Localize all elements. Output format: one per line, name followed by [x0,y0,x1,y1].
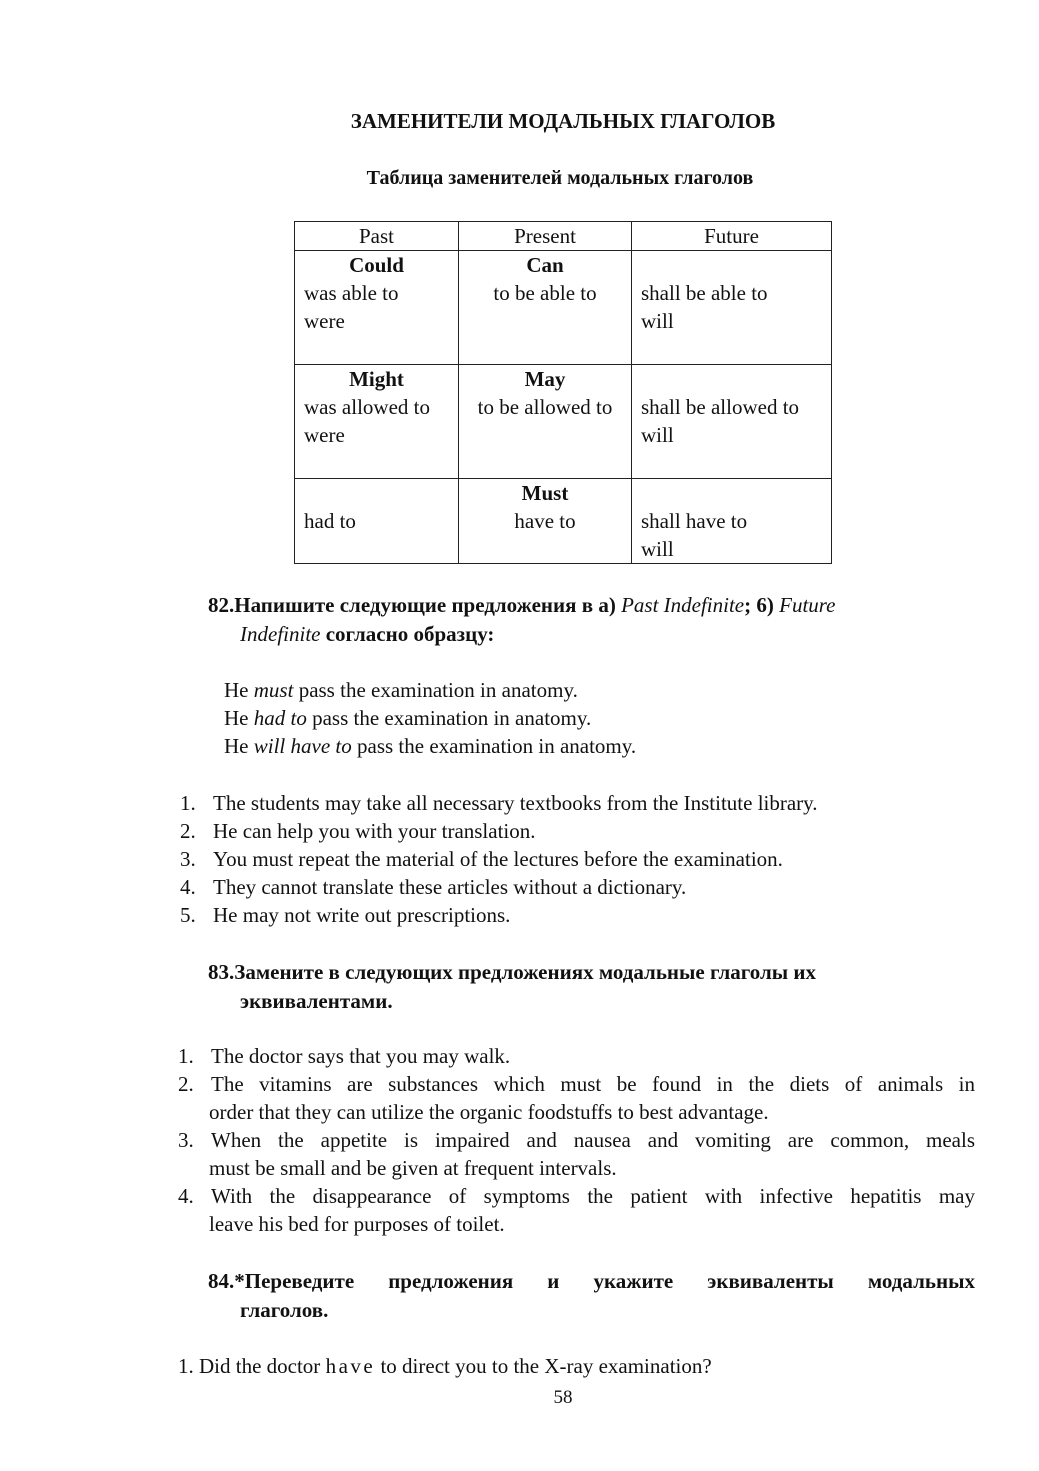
model-sentences [224,676,636,760]
modal-verb: May [524,367,566,391]
list-item: 2. The vitamins are substances which must be found in the diets of animals in order that they can utilize the organic foodstuffs to best advantage. [178,1072,975,1124]
page-number: 58 [553,1387,573,1408]
page-title: ЗАМЕНИТЕЛИ МОДАЛЬНЫХ ГЛАГОЛОВ [350,109,776,133]
modal-verb: Can [526,253,564,277]
heading-italic: Indefinite [240,622,321,646]
header-present: Present [459,222,632,251]
exercise-83-list [178,1042,975,1238]
exercise-number: 82. [208,593,235,617]
substitute-line: was allowed to [304,395,430,419]
heading-text: согласно образцу: [320,622,495,646]
model-sentence: He will have to pass the examination in anatomy. [224,734,637,758]
future-cell [632,365,832,479]
modal-substitutes-table [294,221,832,564]
substitute-line: were [304,423,345,447]
list-item: 5. He may not write out prescriptions. [180,903,511,927]
list-item: 4. They cannot translate these articles without a dictionary. [180,875,687,899]
exercise-83-heading [208,958,816,987]
list-item: 3. You must repeat the material of the lectures before the examination. [180,847,783,871]
list-item: 2. He can help you with your translation. [180,819,536,843]
header-past: Past [295,222,459,251]
substitute-line: had to [304,509,356,533]
substitute-line: shall be allowed to [641,395,800,419]
future-cell [632,251,832,365]
table-row [295,251,832,365]
future-cell [632,479,832,564]
table-row [295,479,832,564]
substitute-line: will [641,537,674,561]
past-cell [295,479,459,564]
present-cell [459,479,632,564]
exercise-82-list [180,789,940,929]
modal-verb: Might [349,367,404,391]
list-item: 3. When the appetite is impaired and nausea and vomiting are common, meals must be small and be given at frequent intervals. [178,1128,975,1180]
exercise-83-heading-line2: эквивалентами. [240,989,393,1013]
exercise-number: 84. [208,1269,235,1293]
heading-text: ; 6) [744,593,780,617]
model-sentence: He must pass the examination in anatomy. [224,678,578,702]
substitute-line: was able to [304,281,399,305]
exercise-84-heading [208,1267,975,1296]
present-cell [459,365,632,479]
heading-italic: Future [779,593,836,617]
substitute-line: will [641,309,674,333]
modal-verb: Must [521,481,569,505]
model-sentence: He had to pass the examination in anatomy. [224,706,592,730]
table-header-row [295,222,832,251]
substitute-line: shall be able to [641,281,768,305]
past-cell [295,365,459,479]
exercise-number: 83. [208,960,235,984]
exercise-82-heading [208,591,836,620]
table-caption: Таблица заменителей модальных глаголов [366,167,754,189]
list-item: 1. The students may take all necessary textbooks from the Institute library. [180,791,818,815]
substitute-line: to be able to [493,281,597,305]
present-cell [459,251,632,365]
exercise-84-heading-line2: глаголов. [240,1298,329,1322]
substitute-line: were [304,309,345,333]
past-cell [295,251,459,365]
exercise-84-item-1: 1. Did the doctor have to direct you to the X-ray examination? [178,1354,712,1378]
substitute-line: have to [514,509,576,533]
substitute-line: will [641,423,674,447]
list-item: 1. The doctor says that you may walk. [178,1044,511,1068]
substitute-line: to be allowed to [477,395,613,419]
heading-text: *Переведите предложения и укажите эквиваленты модальных [234,1269,975,1293]
heading-text: Напишите следующие предложения в а) [234,593,622,617]
substitute-line: shall have to [641,509,748,533]
exercise-82-heading-line2 [240,620,494,649]
header-future: Future [632,222,832,251]
heading-italic: Past Indefinite [621,593,745,617]
table-row [295,365,832,479]
modal-verb: Could [349,253,404,277]
heading-text: Замените в следующих предложениях модальные глаголы их [234,960,817,984]
list-item: 4. With the disappearance of symptoms the patient with infective hepatitis may leave his bed for purposes of toilet. [178,1184,975,1236]
